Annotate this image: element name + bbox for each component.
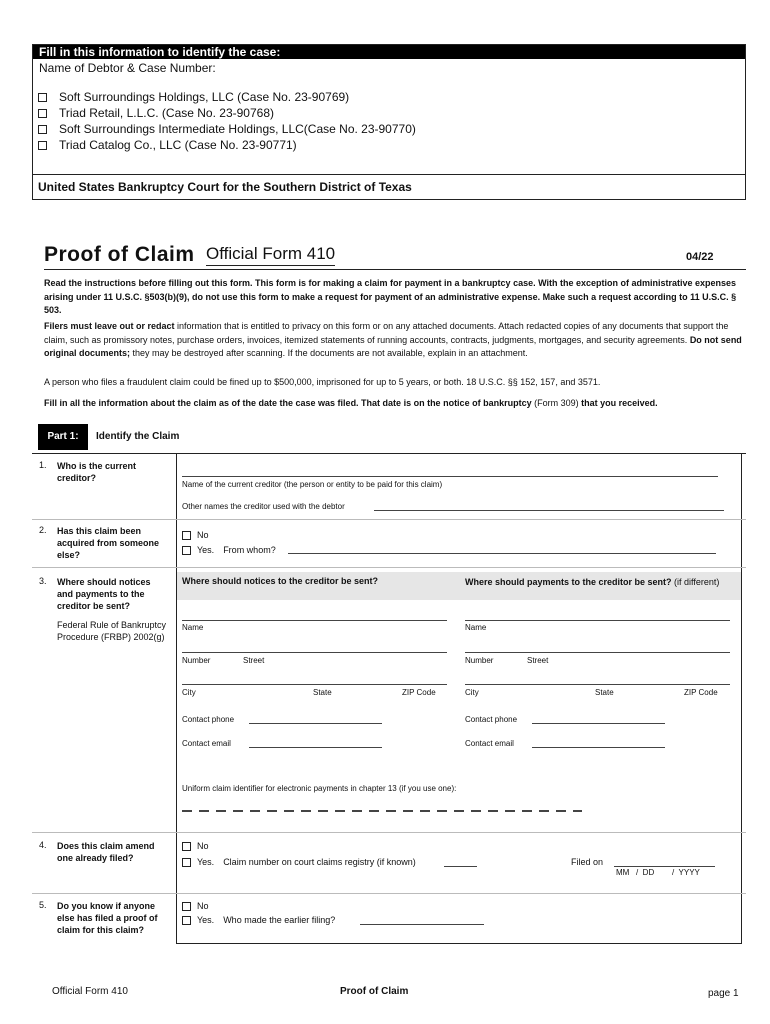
q3-text: Where should notices and payments to the creditor be sent? [57, 577, 151, 611]
no-originals-notice: Do not send original documents; [44, 334, 742, 358]
checkbox[interactable] [182, 902, 191, 911]
payments-name-field[interactable] [465, 620, 730, 621]
no-label: No [197, 841, 209, 851]
no-label: No [197, 530, 209, 540]
form-number: Official Form 410 [206, 244, 335, 266]
notices-column-header: Where should notices to the creditor be sent? [182, 576, 379, 586]
checkbox[interactable] [182, 842, 191, 851]
no-originals-text: they may be destroyed after scanning. If the documents are not available, explain in an attachment. [130, 348, 528, 358]
street-label: Street [527, 656, 549, 665]
row-divider [32, 832, 746, 833]
redact-text: information that is entitled to privacy on this form or on any attached documents. Attach redacted copies of any documents that support the claim, such as promissory notes, purchase orders, invoices, itemized statements of running accounts, contracts, judgments, mortgages, and security agreements. [44, 321, 729, 345]
name-label: Name [465, 623, 487, 632]
debtor-option-4[interactable] [38, 138, 297, 152]
creditor-name-field[interactable] [182, 476, 718, 477]
q4-number: 4. [39, 840, 47, 850]
number-label: Number [465, 656, 494, 665]
other-names-label: Other names the creditor used with the debtor [182, 502, 345, 511]
form-revision-date: 04/22 [686, 251, 714, 263]
other-names-field[interactable] [374, 510, 724, 511]
q2-no-option[interactable] [182, 530, 209, 540]
name-label: Name [182, 623, 204, 632]
title-divider [44, 269, 746, 270]
uci-label: Uniform claim identifier for electronic payments in chapter 13 (if you use one): [182, 784, 457, 793]
payments-header-note: (if different) [671, 577, 720, 587]
payments-city-field[interactable] [465, 684, 730, 685]
city-label: City [465, 688, 479, 697]
payments-email-field[interactable] [532, 747, 665, 748]
zip-label: ZIP Code [684, 688, 718, 697]
q4-text: Does this claim amend one already filed? [57, 841, 155, 863]
contact-email-label: Contact email [465, 739, 514, 748]
row-divider [32, 893, 746, 894]
frbp-note: Federal Rule of Bankruptcy Procedure (FRBP) 2002(g) [57, 620, 167, 642]
notices-name-field[interactable] [182, 620, 447, 621]
part-1-badge: Part 1: [38, 424, 88, 450]
q5-number: 5. [39, 900, 47, 910]
q5-no-option[interactable] [182, 901, 209, 911]
q5-text: Do you know if anyone else has filed a proof of claim for this claim? [57, 901, 158, 935]
debtor-label: Soft Surroundings Intermediate Holdings, LLC(Case No. 23-90770) [59, 122, 416, 136]
q3-number: 3. [39, 576, 47, 586]
no-label: No [197, 901, 209, 911]
payments-phone-field[interactable] [532, 723, 665, 724]
fill-in-notice: Fill in all the information about the claim as of the date the case was filed. That date is on the notice of bankruptcy [44, 398, 532, 408]
q2-yes-option[interactable] [182, 545, 276, 555]
q1-text: Who is the current creditor? [57, 461, 137, 483]
form-title: Proof of Claim [44, 243, 195, 266]
payments-street-field[interactable] [465, 652, 730, 653]
yes-label: Yes. [197, 545, 215, 555]
checkbox[interactable] [182, 531, 191, 540]
q2-text: Has this claim been acquired from someone else? [57, 526, 160, 560]
zip-label: ZIP Code [402, 688, 436, 697]
from-whom-label: From whom? [223, 545, 276, 555]
q2-number: 2. [39, 525, 47, 535]
claim-number-field[interactable] [444, 866, 477, 867]
debtor-label: Soft Surroundings Holdings, LLC (Case No. 23-90769) [59, 90, 350, 104]
debtor-option-2[interactable] [38, 106, 274, 120]
instructions-paragraph-2 [44, 320, 744, 361]
checkbox[interactable] [38, 141, 47, 150]
from-whom-field[interactable] [288, 553, 716, 554]
case-info-header: Fill in this information to identify the case: [33, 45, 745, 59]
city-label: City [182, 688, 196, 697]
contact-phone-label: Contact phone [182, 715, 235, 724]
checkbox[interactable] [38, 125, 47, 134]
court-name: United States Bankruptcy Court for the Southern District of Texas [32, 174, 746, 200]
footer-form-title: Proof of Claim [340, 986, 409, 997]
yes-label: Yes. [197, 915, 215, 925]
debtor-label: Triad Retail, L.L.C. (Case No. 23-90768) [59, 106, 274, 120]
uci-field[interactable] [182, 810, 582, 812]
claim-number-label: Claim number on court claims registry (if known) [223, 857, 416, 867]
payments-header-bold: Where should payments to the creditor be sent? [465, 577, 672, 587]
debtor-option-3[interactable] [38, 122, 416, 136]
checkbox[interactable] [182, 546, 191, 555]
checkbox[interactable] [182, 916, 191, 925]
redact-notice: Filers must leave out or redact [44, 321, 175, 331]
state-label: State [595, 688, 614, 697]
street-label: Street [243, 656, 265, 665]
date-format-hint: MM / DD / YYYY [616, 868, 700, 877]
payments-column-header [465, 576, 735, 588]
earlier-filing-label: Who made the earlier filing? [223, 915, 336, 925]
q4-yes-option[interactable] [182, 857, 416, 867]
instructions-paragraph-3: A person who files a fraudulent claim could be fined up to $500,000, imprisoned for up to 5 years, or both. 18 U.S.C. §§ 152, 157, and 3571. [44, 377, 601, 387]
fill-in-notice-end: that you received. [581, 398, 658, 408]
contact-phone-label: Contact phone [465, 715, 518, 724]
filed-on-field[interactable] [614, 866, 715, 867]
debtor-name-label: Name of Debtor & Case Number: [39, 61, 216, 75]
earlier-filing-field[interactable] [360, 924, 484, 925]
debtor-option-1[interactable] [38, 90, 349, 104]
notices-city-field[interactable] [182, 684, 447, 685]
creditor-name-label: Name of the current creditor (the person or entity to be paid for this claim) [182, 480, 443, 489]
part-1-divider [32, 453, 746, 454]
q1-number: 1. [39, 460, 47, 470]
q4-no-option[interactable] [182, 841, 209, 851]
row-divider [32, 567, 746, 568]
notices-phone-field[interactable] [249, 723, 382, 724]
notices-street-field[interactable] [182, 652, 447, 653]
checkbox[interactable] [38, 109, 47, 118]
part-1-header [32, 424, 746, 450]
instructions-paragraph-4 [44, 397, 744, 411]
checkbox[interactable] [182, 858, 191, 867]
q5-yes-option[interactable] [182, 915, 335, 925]
footer-form-number: Official Form 410 [52, 986, 128, 997]
row-divider [32, 519, 746, 520]
debtor-label: Triad Catalog Co., LLC (Case No. 23-90771) [59, 138, 297, 152]
instructions-paragraph-1: Read the instructions before filling out this form. This form is for making a claim for payment in a bankruptcy case. With the exception of administrative expenses arising under 11 U.S.C. §503(b)(9), do not use this form to make a request for payment of an administrative expense. Make such a request according to 11 U.S.C. § 503. [44, 278, 737, 315]
state-label: State [313, 688, 332, 697]
number-label: Number [182, 656, 211, 665]
notices-email-field[interactable] [249, 747, 382, 748]
form-309-ref: (Form 309) [531, 398, 582, 408]
yes-label: Yes. [197, 857, 215, 867]
filed-on-label: Filed on [571, 857, 604, 867]
part-1-title: Identify the Claim [96, 431, 180, 442]
checkbox[interactable] [38, 93, 47, 102]
footer-page-number: page 1 [708, 988, 739, 999]
contact-email-label: Contact email [182, 739, 231, 748]
